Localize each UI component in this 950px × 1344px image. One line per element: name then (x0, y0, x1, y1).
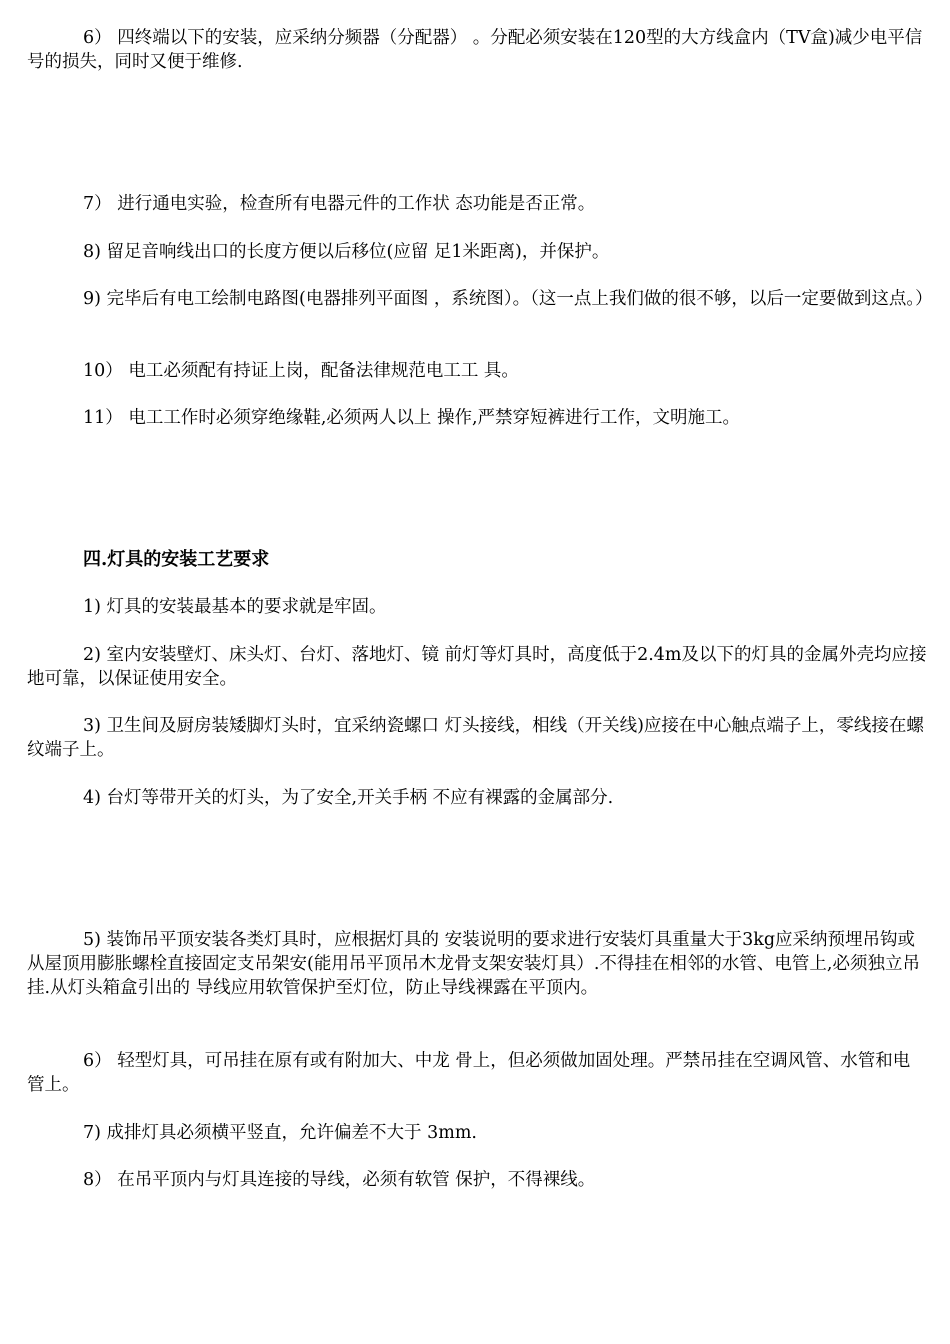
section-heading: 四.灯具的安装工艺要求 (83, 549, 270, 570)
paragraph-3-8: 8) 留足音响线出口的长度方便以后移位(应留 足1米距离)，并保护。 (83, 242, 610, 262)
paragraph-4-4: 4) 台灯等带开关的灯头，为了安全,开关手柄 不应有裸露的金属部分. (83, 788, 614, 808)
paragraph-3-7: 7） 进行通电实验，检查所有电器元件的工作状 态功能是否正常。 (83, 194, 596, 214)
paragraph-4-2: 2) 室内安装壁灯、床头灯、台灯、落地灯、镜 前灯等灯具时，高度低于2.4m及以下的灯具的金属外壳均应接地可靠，以保证使用安全。 (27, 645, 927, 689)
paragraph-4-6: 6） 轻型灯具，可吊挂在原有或有附加大、中龙 骨上，但必须做加固处理。严禁吊挂在空调风管、水管和电管上。 (27, 1051, 911, 1095)
paragraph-3-10: 10） 电工必须配有持证上岗，配备法律规范电工工 具。 (83, 361, 519, 381)
paragraph-3-9: 9) 完毕后有电工绘制电路图(电器排列平面图 ，系统图）。（这一点上我们做的很不够，以后一定要做到这点。） (83, 289, 933, 309)
paragraph-3-11: 11） 电工工作时必须穿绝缘鞋,必须两人以上 操作,严禁穿短裤进行工作，文明施工。 (83, 408, 741, 428)
paragraph-3-6: 6） 四终端以下的安装，应采纳分频器（分配器） 。分配必须安装在120型的大方线盒内（TV盒)减少电平信号的损失，同时又便于维修. (27, 28, 923, 72)
paragraph-4-8: 8） 在吊平顶内与灯具连接的导线，必须有软管 保护，不得裸线。 (83, 1170, 596, 1190)
paragraph-4-7: 7) 成排灯具必须横平竖直，允许偏差不大于 3mm. (83, 1123, 477, 1143)
paragraph-4-1: 1) 灯具的安装最基本的要求就是牢固。 (83, 597, 387, 617)
paragraph-4-5: 5) 装饰吊平顶安装各类灯具时，应根据灯具的 安装说明的要求进行安装灯具重量大于3kg应采纳预埋吊钩或从屋顶用膨胀螺栓直接固定支吊架安(能用吊平顶吊木龙骨支架安装灯具）.不得挂在相邻的水管、电管上,必须独立吊挂.从灯头箱盒引出的 导线应用软管保护至灯位，防止导线裸露在平顶内。 (27, 930, 920, 998)
paragraph-4-3: 3) 卫生间及厨房装矮脚灯头时，宜采纳瓷螺口 灯头接线，相线（开关线)应接在中心触点端子上，零线接在螺纹端子上。 (27, 716, 924, 760)
